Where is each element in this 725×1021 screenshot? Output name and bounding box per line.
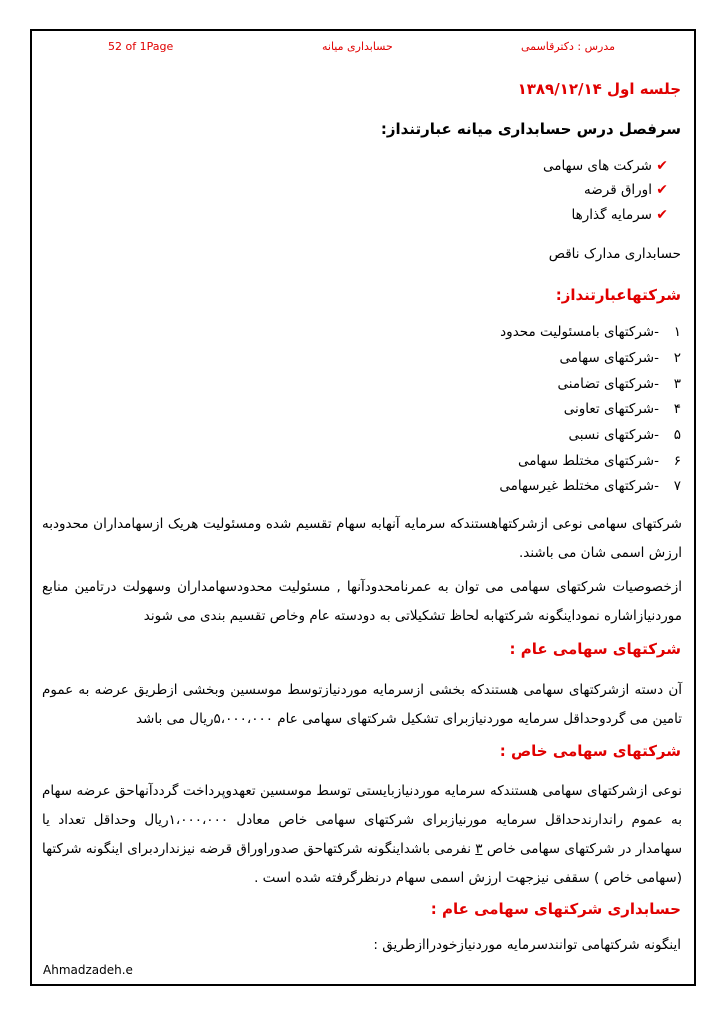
author-footer: Ahmadzadeh.e: [43, 963, 133, 977]
company-type-item: ۷-شرکتهای مختلط غیرسهامی: [499, 478, 681, 494]
company-type-item: ۵-شرکتهای نسبی: [568, 427, 681, 443]
session-title: جلسه اول ۱۳۸۹/۱۲/۱۴: [517, 80, 681, 98]
private-company-heading: شرکتهای سهامی خاص :: [499, 742, 681, 760]
checkmark-icon: ✔: [656, 207, 668, 223]
public-company-heading: شرکتهای سهامی عام :: [509, 640, 681, 658]
min-shareholders-number: ۳: [475, 841, 483, 857]
syllabus-item: ✔ سرمایه گذارها: [571, 207, 668, 223]
company-type-item: ۳-شرکتهای تضامنی: [557, 376, 681, 392]
company-type-item: ۶-شرکتهای مختلط سهامی: [517, 453, 681, 469]
accounting-heading: حسابداری شرکتهای سهامی عام :: [430, 900, 681, 918]
public-company-paragraph: آن دسته ازشرکتهای سهامی هستندکه بخشی ازسرمایه موردنیازتوسط موسسین وبخشی ازطریق عرضه به عموم تامین می گردوحداقل سرمایه موردنیازبرای تشکیل شرکتهای سهامی عام ۵،۰۰۰،۰۰۰ریال می باشد: [42, 682, 682, 727]
instructor-name: مدرس : دکترقاسمی: [521, 40, 615, 53]
page-number: 52 of 1Page: [108, 40, 174, 53]
syllabus-item: ✔ اوراق قرضه: [584, 182, 668, 198]
company-type-item: ۲-شرکتهای سهامی: [559, 350, 681, 366]
company-type-item: ۴-شرکتهای تعاونی: [563, 401, 681, 417]
definition-paragraph: شرکتهای سهامی نوعی ازشرکتهاهستندکه سرمایه آنهابه سهام تقسیم شده ومسئولیت هریک ازسهامداران محدودبه ارزش اسمی شان می باشند.: [42, 516, 682, 561]
accounting-text: اینگونه شرکتهامی توانندسرمایه موردنیازخودرااز‌طریق :: [373, 937, 681, 953]
syllabus-item: ✔ شرکت های سهامی: [543, 158, 668, 174]
syllabus-heading: سرفصل درس حسابداری میانه عبارتنداز:: [380, 120, 681, 138]
private-company-paragraph: نوعی ازشرکتهای سهامی هستندکه سرمایه موردنیازبایستی توسط موسسین تعهدوپرداخت گرددآنهاحق عرضه سهام به عموم راندارندحداقل سرمایه مورنیازبرای شرکتهای سهامی خاص معادل ۱،۰۰۰،۰۰۰ریال وحداقل تعداد یا سهامدار در شرکتهای سهامی خاص ۳ نفرمی باشداینگونه شرکتهاحق صدوراوراق قرضه نیزنداردبرای اینگونه شرکتها (سهامی خاص ) سقفی نیزجهت ارزش اسمی سهام درنظرگرفته شده است .: [42, 783, 683, 886]
companies-heading: شرکتهاعبارتنداز:: [555, 286, 681, 304]
syllabus-note: حسابداری مدارک ناقص: [548, 246, 681, 262]
checkmark-icon: ✔: [656, 158, 668, 174]
features-paragraph: ازخصوصیات شرکتهای سهامی می توان به عمرنامحدودآنها , مسئولیت محدودسهامداران وسهولت درتامین منابع موردنیازاشاره نموداینگونه شرکتهابه لحاظ تشکیلاتی به دودسته عام وخاص تقسیم بندی می شوند: [42, 579, 682, 624]
checkmark-icon: ✔: [656, 182, 668, 198]
course-title: حسابداری میانه: [322, 40, 393, 53]
company-type-item: ۱-شرکتهای بامسئولیت محدود: [500, 324, 681, 340]
